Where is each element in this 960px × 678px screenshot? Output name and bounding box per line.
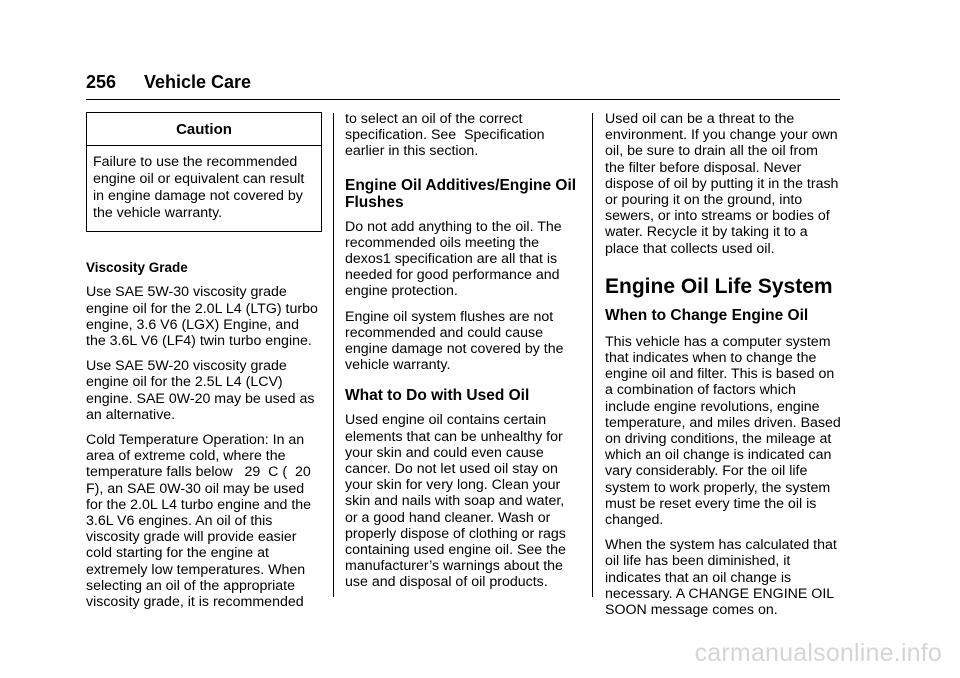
paragraph: Used engine oil contains certain elements that can be unhealthy for your skin and could even cause cancer. Do not let used oil stay on your skin for very long. Clean your skin and nails with soap and water, or a good hand cleaner. Wash or properly dispose of clothing or rags containing used engine oil. See the manufacturer’s warnings about the use and disposal of oil products. [345, 412, 566, 591]
section-title: Vehicle Care [144, 72, 252, 92]
paragraph: Use SAE 5W-20 viscosity grade engine oil for the 2.5L L4 (LCV) engine. SAE 0W-20 may be used as an alternative. [86, 358, 315, 423]
engine-oil-additives-heading: Engine Oil Additives/Engine Oil Flushes [345, 176, 577, 211]
paragraph: Use SAE 5W-30 viscosity grade engine oil for the 2.0L L4 (LTG) turbo engine, 3.6 V6 (LGX) Engine, and the 3.6L V6 (LF4) twin turbo engine. [86, 284, 318, 350]
paragraph: to select an oil of the correct specification. See Specification earlier in this section. [345, 111, 549, 160]
paragraph: Do not add anything to the oil. The recommended oils meeting the dexos1 specification are all that is needed for good performance and engine protection. [345, 218, 562, 300]
caution-title: Caution [87, 113, 321, 146]
column-divider [333, 113, 334, 597]
header-rule [86, 99, 840, 100]
caution-body: Failure to use the recommended engine oil or equivalent can result in engine damage not covered by the vehicle warranty. [93, 154, 305, 222]
when-to-change-heading: When to Change Engine Oil [605, 306, 809, 324]
column-divider [592, 113, 593, 597]
column-3 [605, 111, 841, 627]
page-number: 256 [86, 72, 117, 92]
used-oil-heading: What to Do with Used Oil [345, 387, 530, 405]
caution-box [86, 112, 322, 232]
engine-oil-life-system-heading: Engine Oil Life System [605, 274, 833, 298]
paragraph: When the system has calculated that oil life has been diminished, it indicates that an oil change is necessary. A CHANGE ENGINE OIL SOON message comes on. [605, 537, 837, 619]
page-header [86, 72, 251, 96]
column-1 [86, 112, 322, 619]
column-2 [345, 111, 577, 600]
paragraph: Cold Temperature Operation: In an area of extreme cold, where the temperature falls below 29 C ( 20 F), an SAE 0W-30 oil may be used for the 2.0L L4 turbo engine and the 3.6L V6 engines. An oil of this viscosity grade will provide easier cold starting for the engine at extremely low temperatures. When selecting an oil of the appropriate viscosity grade, it is recommended [86, 432, 319, 611]
paragraph: Engine oil system flushes are not recommended and could cause engine damage not covered by the vehicle warranty. [345, 308, 564, 374]
paragraph: Used oil can be a threat to the environment. If you change your own oil, be sure to drain all the oil from the filter before disposal. Never dispose of oil by putting it in the trash or pouring it on the ground, into sewers, or into streams or bodies of water. Recycle it by taking it to a place that collects used oil. [605, 111, 839, 257]
watermark: carmanualsonline.info [694, 639, 942, 667]
paragraph: This vehicle has a computer system that indicates when to change the engine oil and filter. This is based on a combination of factors which include engine revolutions, engine temperature, and miles driven. Based on driving conditions, the mileage at which an oil change is indicated can vary considerably. For the oil life system to work properly, the system must be reset every time the oil is changed. [605, 333, 841, 529]
viscosity-grade-heading: Viscosity Grade [86, 260, 188, 276]
